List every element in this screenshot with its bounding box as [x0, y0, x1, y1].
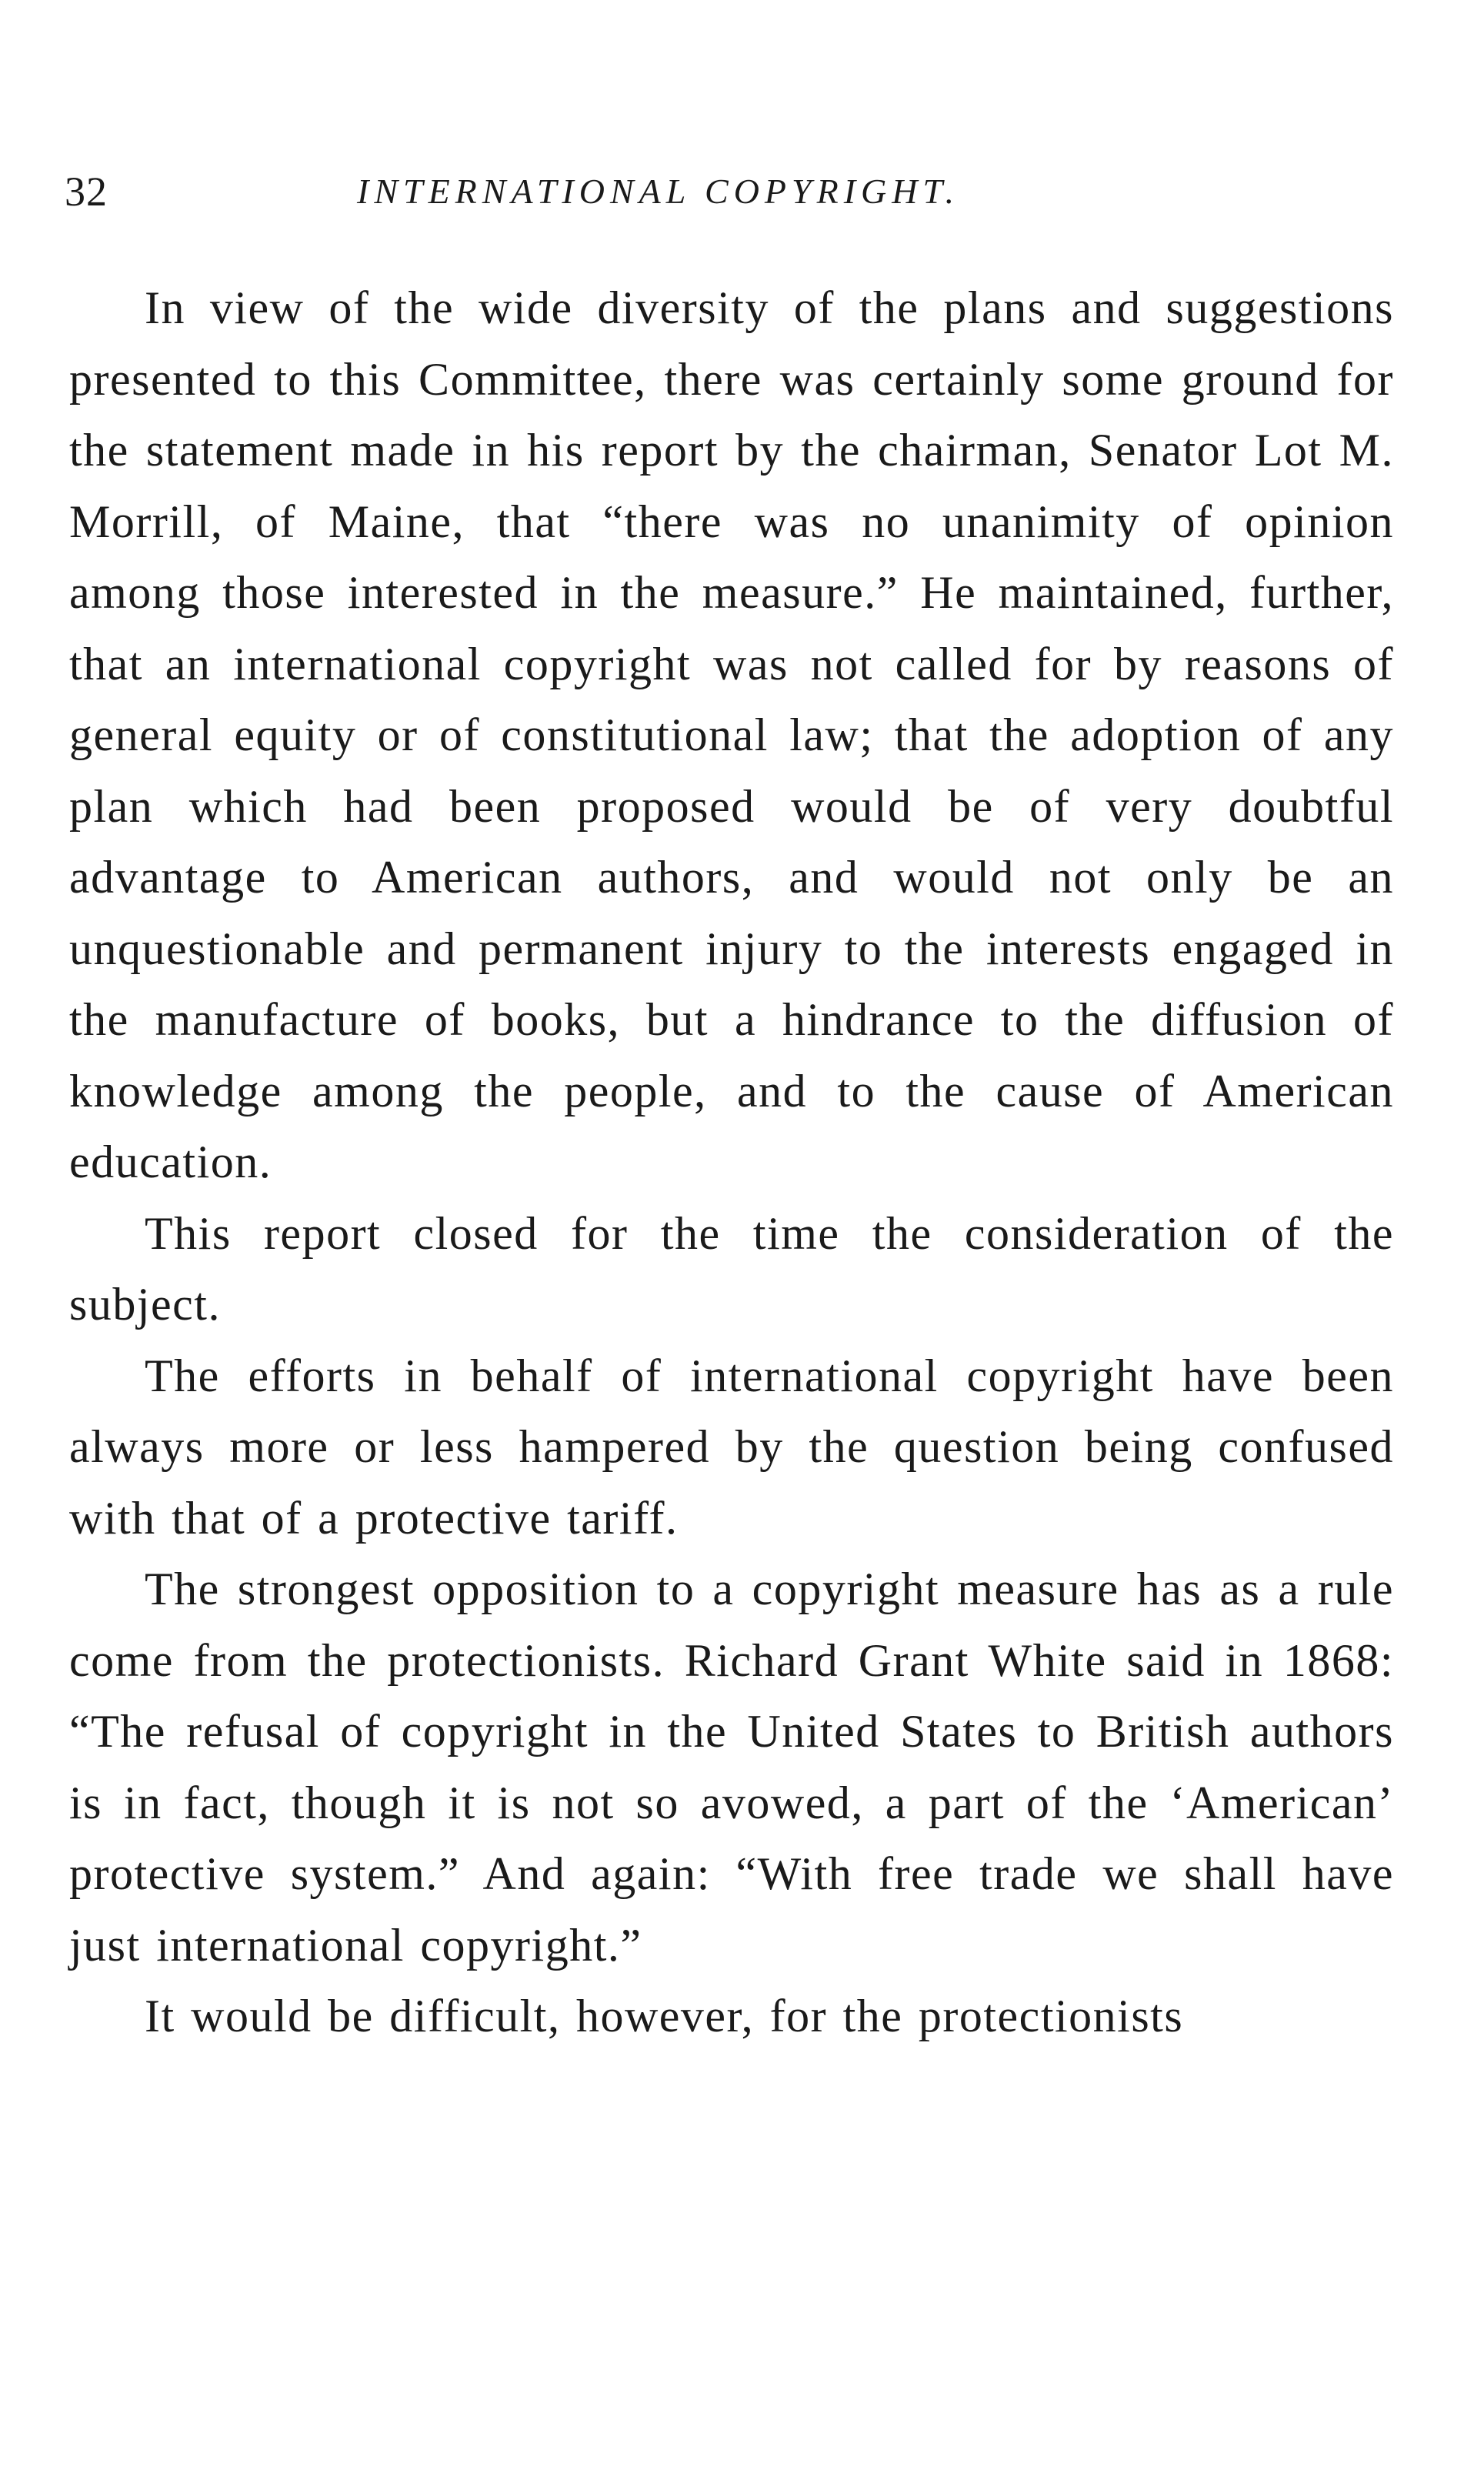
paragraph: The efforts in behalf of international copyright have been always more or less hampered by the question being confused with that of a protective tariff. — [69, 1350, 1394, 1544]
paragraph: It would be difficult, however, for the protectionists — [145, 1991, 1184, 2041]
paragraph: In view of the wide diversity of the plans and suggestions presented to this Committee, there was certainly some ground for the statement made in his report by the chairman, Senator Lot M. Morrill, of Maine, that “there was no unanimity of opinion among those interested in the measure.” He maintained, further, that an international copyright was not called for by reasons of general equity or of constitutional law; that the adoption of any plan which had been proposed would be of very doubtful advantage to American authors, and would not only be an unquestionable and permanent injury to the interests engaged in the manufacture of books, but a hindrance to the diffusion of knowledge among the people, and to the cause of American education. — [69, 282, 1394, 1187]
page-number: 32 — [65, 169, 108, 215]
page-header — [65, 168, 1388, 229]
paragraph: The strongest opposition to a copyright measure has as a rule come from the protectionists. Richard Grant White said in 1868: “The refusal of copyright in the United States to British authors is in fact, though it is not so avowed, a part of the ‘American’ protective system.” And again: “With free trade we shall have just international copyright.” — [69, 1564, 1394, 1971]
page-body — [69, 272, 1394, 2052]
running-title: INTERNATIONAL COPYRIGHT. — [357, 172, 960, 211]
paragraph: This report closed for the time the consideration of the subject. — [69, 1207, 1394, 1330]
